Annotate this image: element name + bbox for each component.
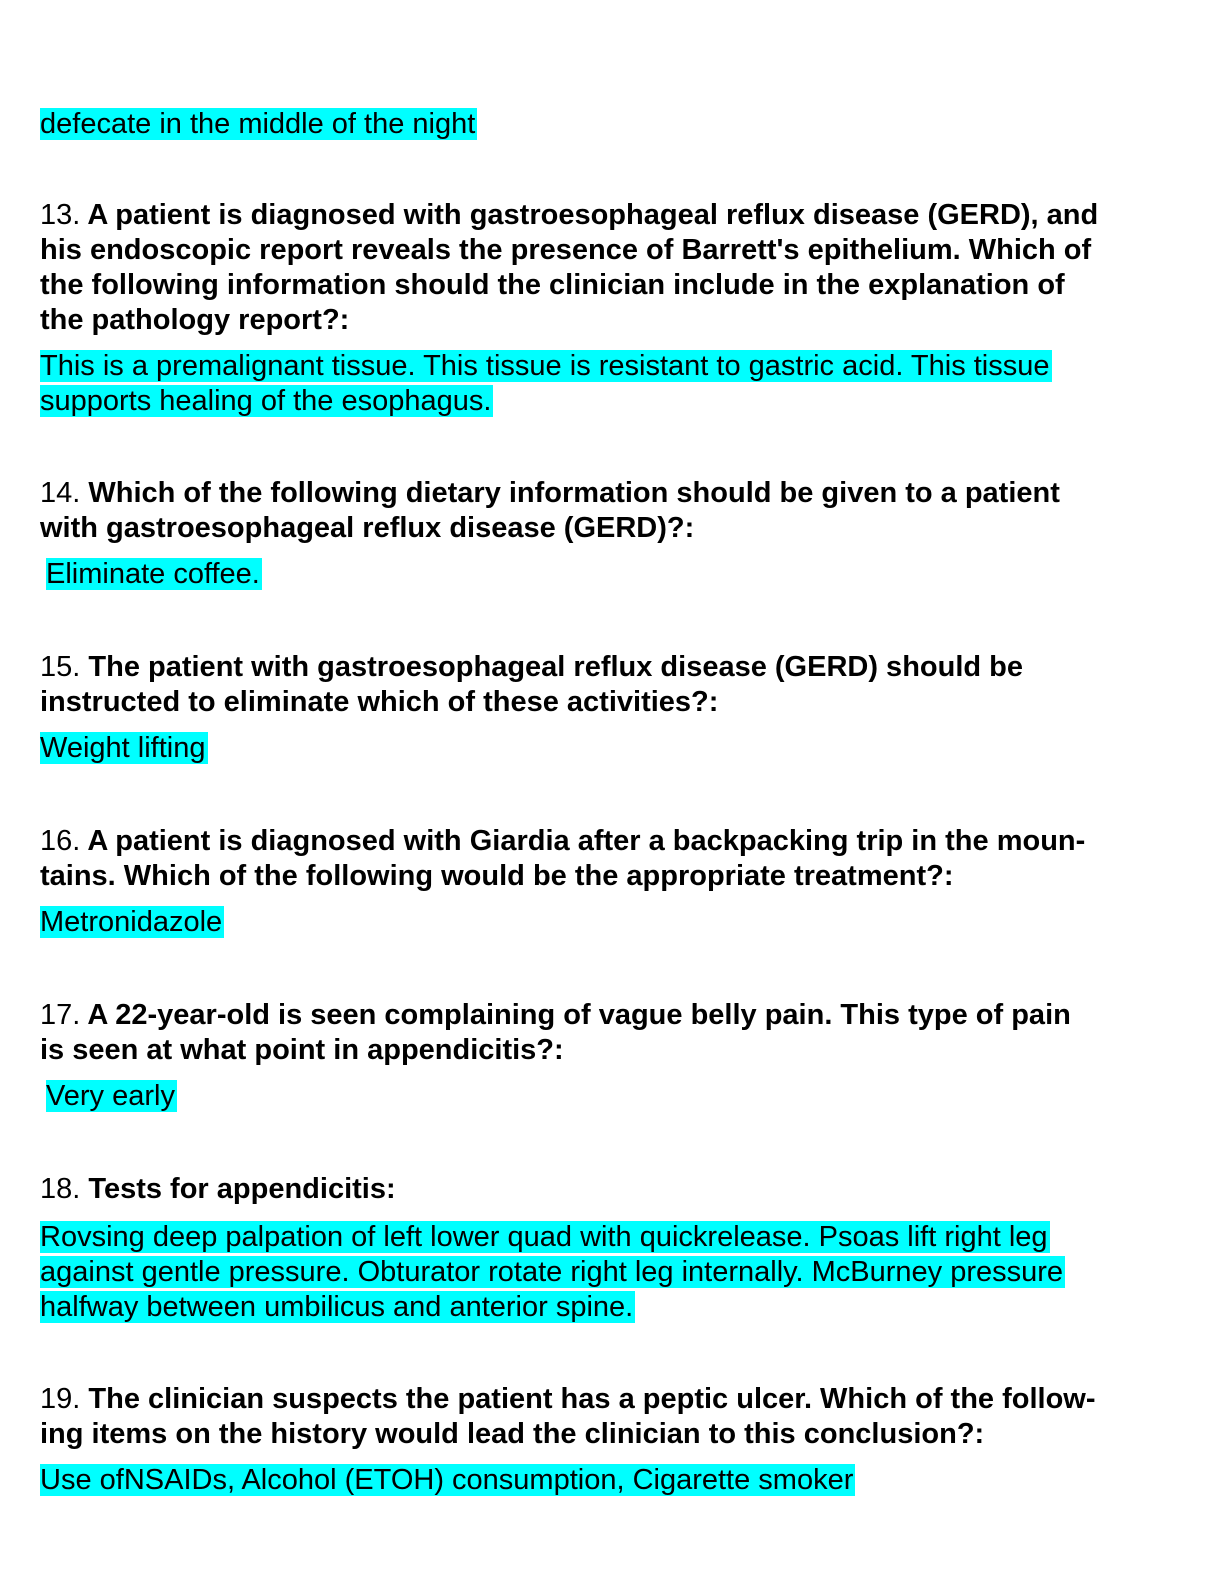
- question-line: instructed to eliminate which of these activities?:: [40, 686, 719, 718]
- question-number: 14.: [40, 477, 81, 509]
- question-line: Tests for appendicitis:: [88, 1173, 396, 1205]
- question-19: [40, 1382, 1096, 1417]
- question-line: tains. Which of the following would be the appropriate treatment?:: [40, 860, 954, 892]
- answer-16: [40, 905, 224, 940]
- question-line: The patient with gastroesophageal reflux disease (GERD) should be: [88, 651, 1024, 683]
- question-line: with gastroesophageal reflux disease (GERD)?:: [40, 512, 695, 544]
- answer-14: [46, 557, 262, 592]
- question-14: [40, 476, 1060, 511]
- answer-18: [40, 1290, 635, 1325]
- question-line: is seen at what point in appendicitis?:: [40, 1034, 564, 1066]
- answer-line: halfway between umbilicus and anterior spine.: [40, 1291, 634, 1323]
- question-line: A patient is diagnosed with gastroesophageal reflux disease (GERD), and: [87, 199, 1099, 231]
- question-number: 16.: [40, 825, 81, 857]
- answer-17: [46, 1079, 177, 1114]
- answer-line: Metronidazole: [40, 906, 223, 938]
- answer-line: defecate in the middle of the night: [40, 108, 476, 140]
- question-line: Which of the following dietary information should be given to a patient: [88, 477, 1060, 509]
- question-number: 17.: [40, 999, 81, 1031]
- answer-line: Use ofNSAIDs, Alcohol (ETOH) consumption, Cigarette smoker: [40, 1464, 854, 1496]
- question-line: The clinician suspects the patient has a peptic ulcer. Which of the follow-: [88, 1383, 1096, 1415]
- answer-line: Eliminate coffee.: [46, 558, 260, 590]
- answer-13: [40, 384, 493, 419]
- answer-line: Rovsing deep palpation of left lower quad with quickrelease. Psoas lift right leg: [40, 1221, 1048, 1253]
- question-number: 13.: [40, 199, 81, 231]
- question-line: ing items on the history would lead the clinician to this conclusion?:: [40, 1418, 985, 1450]
- question-line: his endoscopic report reveals the presence of Barrett's epithelium. Which of: [40, 234, 1092, 266]
- question-line: A patient is diagnosed with Giardia after a backpacking trip in the moun-: [87, 825, 1086, 857]
- question-13: [40, 198, 1098, 233]
- answer-12: [40, 107, 477, 142]
- question-line: the pathology report?:: [40, 304, 350, 336]
- answer-line: against gentle pressure. Obturator rotate right leg internally. McBurney pressure: [40, 1256, 1064, 1288]
- question-number: 18.: [40, 1173, 81, 1205]
- answer-19: [40, 1463, 855, 1498]
- answer-18: [40, 1220, 1050, 1255]
- question-line: A 22-year-old is seen complaining of vague belly pain. This type of pain: [87, 999, 1071, 1031]
- answer-13: [40, 349, 1052, 384]
- question-17: [40, 998, 1071, 1033]
- question-18: [40, 1172, 396, 1207]
- question-15: [40, 650, 1023, 685]
- question-line: the following information should the clinician include in the explanation of: [40, 269, 1065, 301]
- answer-line: Very early: [46, 1080, 175, 1112]
- question-number: 15.: [40, 651, 81, 683]
- question-number: 19.: [40, 1383, 81, 1415]
- answer-line: Weight lifting: [40, 732, 206, 764]
- answer-18: [40, 1255, 1065, 1290]
- question-16: [40, 824, 1085, 859]
- answer-line: supports healing of the esophagus.: [40, 385, 492, 417]
- answer-15: [40, 731, 208, 766]
- answer-line: This is a premalignant tissue. This tissue is resistant to gastric acid. This tissue: [40, 350, 1050, 382]
